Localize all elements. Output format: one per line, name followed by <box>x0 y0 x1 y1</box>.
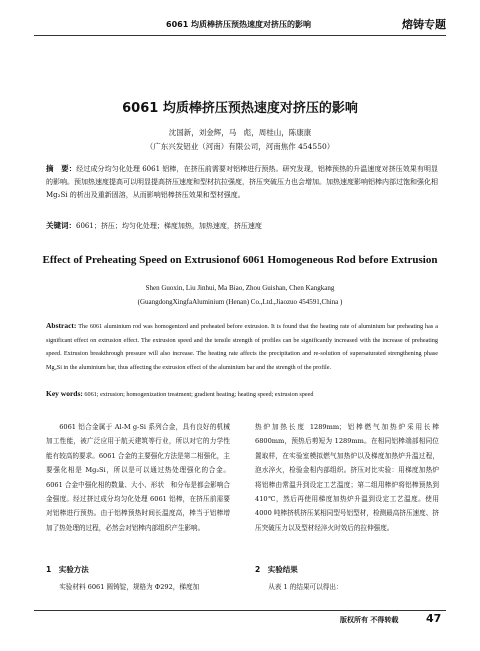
abstract-cn-label: 摘 要： <box>46 164 77 173</box>
affiliation-en: (GuangdongXingfaAluminium (Henan) Co.,Ltd.,Jiaozuo 454591,China ) <box>137 298 343 306</box>
paper-title-cn: 6061 均质棒挤压预热速度对挤压的影响 <box>122 101 358 116</box>
keywords-en-label: Key words: <box>46 389 83 398</box>
authors-cn: 沈国新，刘金辉，马 彪，周桂山，陈康康 <box>168 128 312 137</box>
footer-divider <box>34 610 446 611</box>
body-column-right <box>255 420 439 535</box>
keywords-cn-text: 6061；挤压；均匀化处理；梯度加热，加热速度，挤压速度 <box>76 222 262 230</box>
keywords-en <box>46 388 438 401</box>
section-heading-method: 1 实验方法 <box>46 565 89 574</box>
abstract-cn-text: 经过成分均匀化处理 6061 铝棒，在挤压前需要对铝棒进行预热。研究发现，铝棒预热的升温速度对挤压效果有明显的影响。预加热速度提高可以明显提高挤压速度和型材抗拉强度，挤压突破压力也会增加。加热速度影响铝棒内部过饱和强化相 Mg₂Si 的析出及重新固溶，从而影响铝棒挤压效果和型材强度。 <box>46 165 439 199</box>
keywords-cn-label: 关键词： <box>46 221 76 230</box>
intro-paragraph-right: 热炉加热长度 1289mm；铝棒燃气加热炉采用长棒 6800mm，预热后剪短为 1289mm。在相同铝棒端部相同位置取样，在实验室模拟燃气加热炉以及梯度加热炉升温过程，泡水淬火，检验金相内部组织。挤压对比实验：用梯度加热炉将铝棒由常温升到设定工艺温度；第二组用棒炉将铝棒预热到 410℃，然后再使用梯度加热炉升温到设定工艺温度。使用 4000 吨棒挤机挤压某相同型号铝型材，检测最高挤压速度、挤压突破压力以及型材经淬火时效后的拉伸强度。 <box>255 423 439 532</box>
keywords-en-text: 6061; extrusion; homogenization treatment; gradient heating; heating speed; extrusion speed <box>84 391 314 398</box>
copyright-note: 版权所有 不得转载 <box>340 616 399 624</box>
abstract-en-label: Abstract: <box>46 321 77 330</box>
keywords-cn <box>46 219 438 233</box>
paper-title-en: Effect of Preheating Speed on Extrusionof 6061 Homogeneous Rod before Extrusion <box>42 254 438 266</box>
section-body-results: 从表 1 的结果可以得出： <box>268 583 343 591</box>
section-tag: 熔铸专题 <box>402 18 446 31</box>
page-number: 47 <box>426 612 442 625</box>
section-heading-results: 2 实验结果 <box>255 565 298 574</box>
section-body-method: 实验材料 6061 圆铸锭，规格为 Φ292，梯度加 <box>59 583 200 591</box>
affiliation-cn: （广东兴发铝业（河南）有限公司，河南焦作 454550） <box>145 142 335 151</box>
abstract-en <box>46 319 438 374</box>
abstract-cn <box>46 162 438 202</box>
abstract-en-text: The 6061 aluminium rod was homogenized and preheated before extrusion. It is found that the heating rate of aluminium bar preheating has a significant effect on extrusion effect. The extrusion speed and the tensile strength of profiles can be significantly increased with the increase of preheating speed. Extrusion breakthrough pressure will also increase. The heating rate affects the precipitation and re-solution of supersaturated strengthening phase Mg₂Si in the aluminium bar, thus affecting the extrusion effect of the aluminium bar and the strength of the profile. <box>46 323 438 371</box>
running-title: 6061 均质棒挤压预热速度对挤压的影响 <box>166 20 312 29</box>
running-header <box>34 17 446 36</box>
intro-paragraph-left: 6061 铝合金属于 Al-M g-Si 系列合金，具有良好的机械加工性能，被广泛应用于航天建筑等行业，所以对它的力学性能有较高的要求。6061 合金的主要强化方法是第二相强化，主要强化相是 Mg₂Si，所以是可以通过热处理强化的合金。6061 合金中强化相的数量、大小、形状 和分布是都会影响合金强度。经过挤过成分均匀化处理 6061 铝棒，在挤压前需要对铝棒进行预热。由于铝棒预热时间长温度高，棒当于铝棒增加了热处理的过程，必然会对铝棒内部组织产生影响。 <box>46 423 230 532</box>
body-column-left <box>46 420 230 535</box>
authors-en: Shen Guoxin, Liu Jinhui, Ma Biao, Zhou Guishan, Chen Kangkang <box>145 284 335 292</box>
